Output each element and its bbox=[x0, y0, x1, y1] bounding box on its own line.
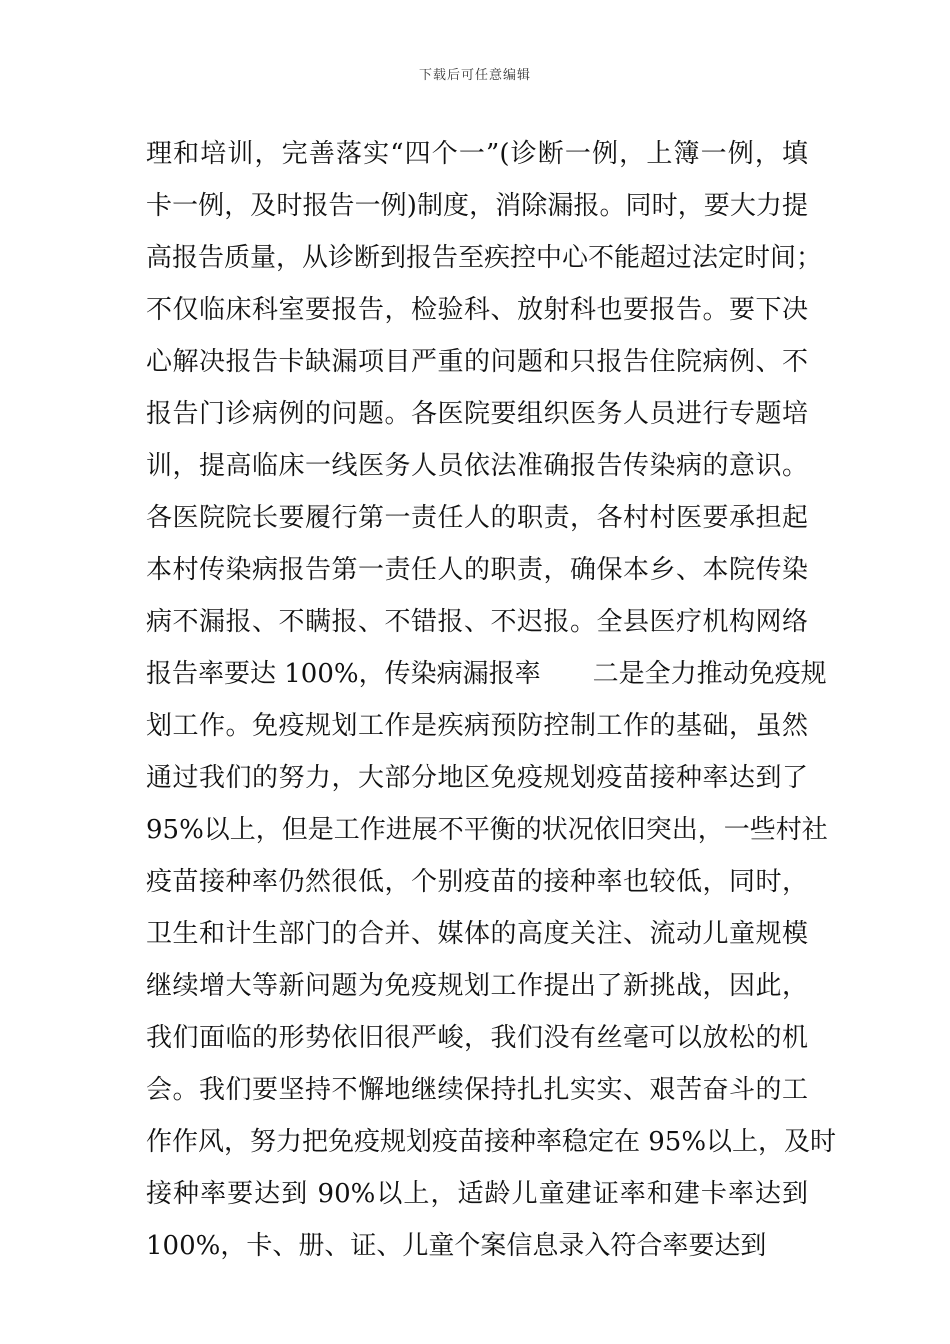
text-line: 卡一例，及时报告一例)制度，消除漏报。同时，要大力提 bbox=[146, 191, 808, 221]
text-line: 报告率要达 100%，传染病漏报率 二是全力推动免疫规 bbox=[146, 659, 827, 689]
text-line: 我们面临的形势依旧很严峻，我们没有丝毫可以放松的机 bbox=[146, 1023, 808, 1053]
text-line: 不仅临床科室要报告，检验科、放射科也要报告。要下决 bbox=[146, 295, 808, 325]
text-line: 本村传染病报告第一责任人的职责，确保本乡、本院传染 bbox=[146, 555, 808, 585]
page-header: 下载后可任意编辑 bbox=[418, 68, 531, 83]
text-line: 卫生和计生部门的合并、媒体的高度关注、流动儿童规模 bbox=[146, 919, 808, 949]
text-line: 疫苗接种率仍然很低，个别疫苗的接种率也较低，同时， bbox=[146, 867, 808, 897]
text-line: 通过我们的努力，大部分地区免疫规划疫苗接种率达到了 bbox=[146, 763, 808, 793]
text-line: 接种率要达到 90%以上，适龄儿童建证率和建卡率达到 bbox=[146, 1179, 808, 1209]
text-line: 划工作。免疫规划工作是疾病预防控制工作的基础，虽然 bbox=[146, 711, 808, 741]
text-line: 95%以上，但是工作进展不平衡的状况依旧突出，一些村社 bbox=[146, 815, 828, 845]
text-line: 报告门诊病例的问题。各医院要组织医务人员进行专题培 bbox=[146, 399, 808, 429]
text-line: 会。我们要坚持不懈地继续保持扎扎实实、艰苦奋斗的工 bbox=[146, 1075, 808, 1105]
text-line: 理和培训，完善落实“四个一”(诊断一例，上簿一例，填 bbox=[146, 139, 808, 169]
text-line: 心解决报告卡缺漏项目严重的问题和只报告住院病例、不 bbox=[146, 347, 808, 377]
text-line: 100%，卡、册、证、儿童个案信息录入符合率要达到 bbox=[146, 1231, 767, 1261]
text-line: 各医院院长要履行第一责任人的职责，各村村医要承担起 bbox=[146, 503, 808, 533]
text-line: 作作风，努力把免疫规划疫苗接种率稳定在 95%以上，及时 bbox=[146, 1127, 837, 1157]
text-line: 训，提高临床一线医务人员依法准确报告传染病的意识。 bbox=[146, 451, 808, 481]
text-line: 继续增大等新问题为免疫规划工作提出了新挑战，因此， bbox=[146, 971, 808, 1001]
document-body bbox=[146, 128, 837, 1272]
text-line: 病不漏报、不瞒报、不错报、不迟报。全县医疗机构网络 bbox=[146, 607, 808, 637]
text-line: 高报告质量，从诊断到报告至疾控中心不能超过法定时间； bbox=[146, 243, 823, 273]
